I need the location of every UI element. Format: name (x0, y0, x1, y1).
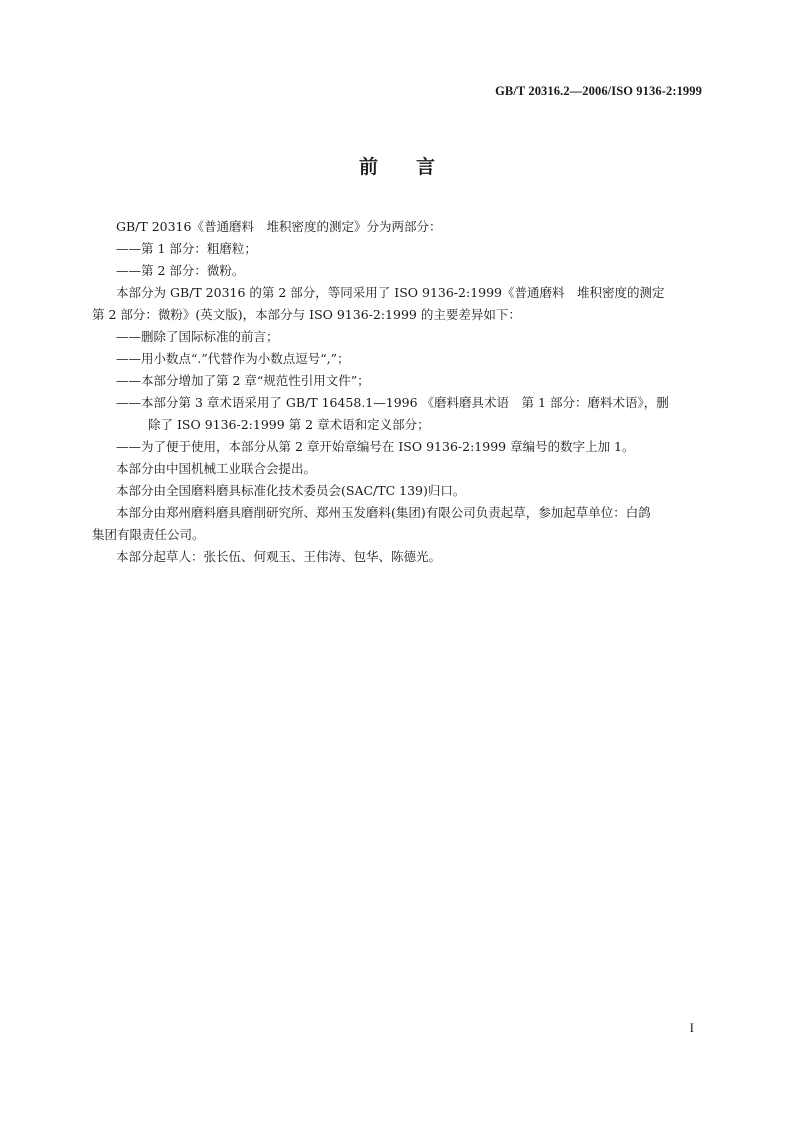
foreword-body (92, 216, 702, 568)
difference-item-4-cont: 除了 ISO 9136-2:1999 第 2 章术语和定义部分； (148, 417, 430, 432)
title-char-2: 言 (416, 156, 436, 178)
difference-item-3: ——本部分增加了第 2 章“规范性引用文件”； (116, 373, 370, 388)
standard-code: GB/T 20316.2—2006/ISO 9136-2:1999 (495, 84, 702, 98)
page-title (0, 152, 794, 179)
list-item-part1: ——第 1 部分：粗磨粒； (116, 241, 257, 256)
paragraph-adoption: 本部分为 GB/T 20316 的第 2 部分，等同采用了 ISO 9136-2:1999《普通磨料 堆积密度的测定 (116, 285, 665, 300)
difference-item-5: ——为了便于使用，本部分从第 2 章开始章编号在 ISO 9136-2:1999 章编号的数字上加 1。 (116, 439, 635, 454)
page-number: I (689, 1020, 694, 1035)
paragraph-proposer: 本部分由中国机械工业联合会提出。 (116, 461, 317, 476)
paragraph-intro: GB/T 20316《普通磨料 堆积密度的测定》分为两部分： (116, 219, 442, 234)
paragraph-drafters-cont: 集团有限责任公司。 (92, 527, 205, 542)
paragraph-committee: 本部分由全国磨料磨具标准化技术委员会(SAC/TC 139)归口。 (116, 483, 466, 498)
paragraph-authors: 本部分起草人：张长伍、何观玉、王伟涛、包华、陈德光。 (116, 549, 442, 564)
paragraph-adoption-cont: 第 2 部分：微粉》(英文版)，本部分与 ISO 9136-2:1999 的主要差异如下： (92, 307, 521, 322)
difference-item-2: ——用小数点“.”代替作为小数点逗号“,”； (116, 351, 350, 366)
list-item-part2: ——第 2 部分：微粉。 (116, 263, 245, 278)
difference-item-4: ——本部分第 3 章术语采用了 GB/T 16458.1—1996 《磨料磨具术语 第 1 部分：磨料术语》，删 (116, 395, 669, 410)
title-char-1: 前 (358, 156, 378, 178)
difference-item-1: ——删除了国际标准的前言； (116, 329, 279, 344)
paragraph-drafters: 本部分由郑州磨料磨具磨削研究所、郑州玉发磨料(集团)有限公司负责起草，参加起草单位：白鸽 (116, 505, 651, 520)
